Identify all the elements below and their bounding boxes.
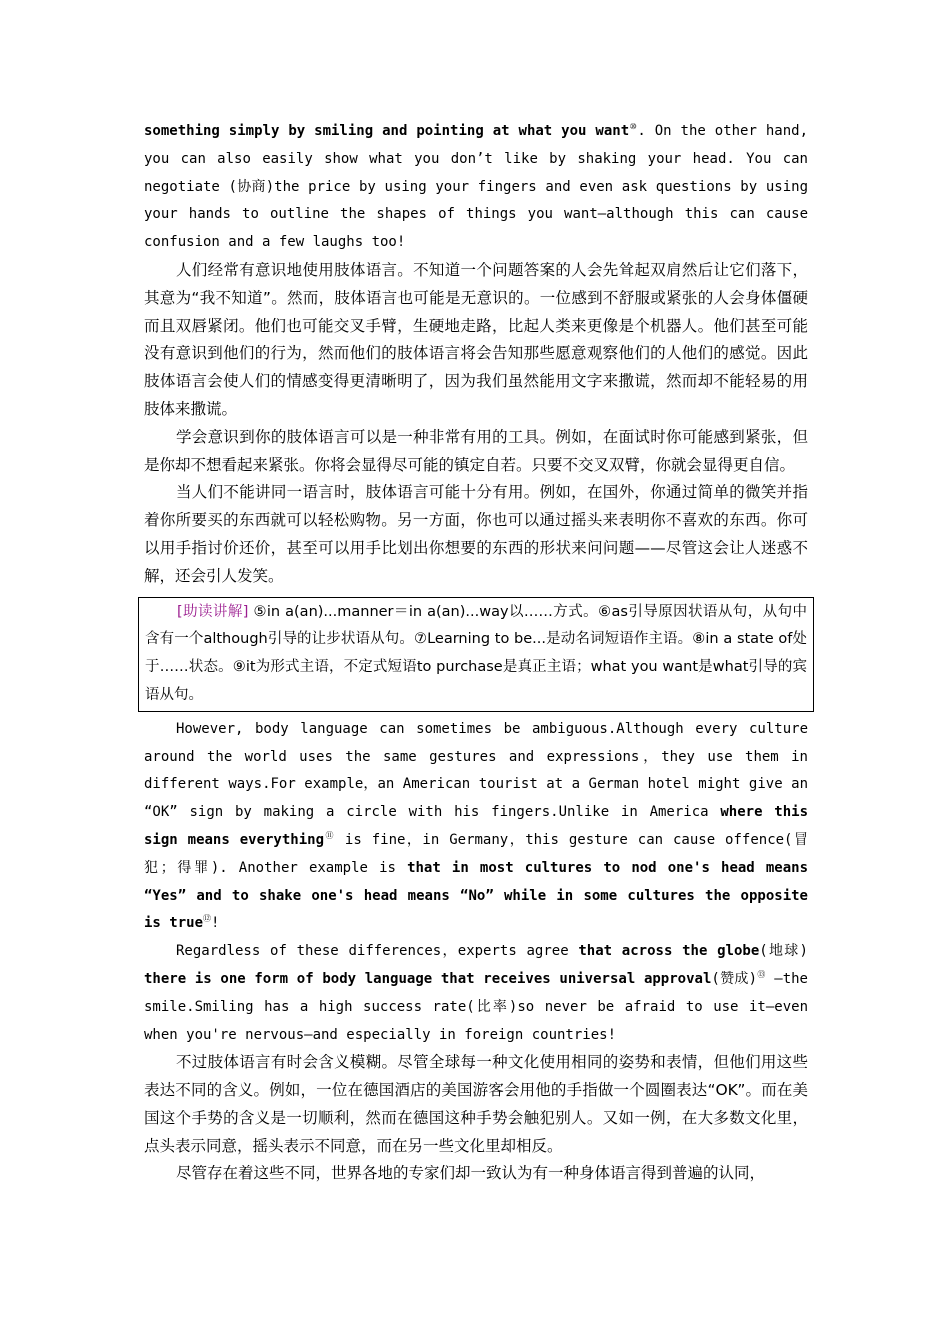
- document-page: [144, 118, 808, 1188]
- chinese-paragraph-5: 尽管存在着这些不同，世界各地的专家们却一致认为有一种身体语言得到普遍的认同，: [176, 1164, 766, 1183]
- chinese-paragraph-2: 学会意识到你的肢体语言可以是一种非常有用的工具。例如，在面试时你可能感到紧张，但是你却不想看起来紧张。你将会显得尽可能的镇定自若。只要不交叉双臂，你就会显得更自信。: [144, 427, 808, 474]
- english-paragraph-3: [144, 938, 808, 1049]
- reading-notes-text: [145, 599, 807, 710]
- body-text: (赞成): [711, 970, 758, 987]
- chinese-paragraph-3: 当人们不能讲同一语言时，肢体语言可能十分有用。例如，在国外，你通过简单的微笑并指着你所要买的东西就可以轻松购物。另一方面，你也可以通过摇头来表明你不喜欢的东西。你可以用手指讨价还价，甚至可以用手比划出你想要的东西的形状来问问题——尽管这会让人迷惑不解，还会引人发笑。: [144, 483, 808, 585]
- footnote-marker: ⑫: [203, 914, 212, 924]
- highlighted-phrase: that in most cultures to nod one's head means “Yes” and to shake one's head means “No” while in some cultures the opposite is true: [144, 859, 809, 932]
- body-text: (地球): [759, 943, 808, 960]
- body-text: Regardless of these differences，experts agree: [176, 943, 579, 960]
- highlighted-phrase: that across the globe: [578, 943, 760, 960]
- highlighted-phrase: there is one form of body language that receives universal approval: [144, 970, 712, 987]
- chinese-paragraph-4: 不过肢体语言有时会含义模糊。尽管全球每一种文化使用相同的姿势和表情，但他们用这些表达不同的含义。例如，一位在德国酒店的美国游客会用他的手指做一个圆圈表达“OK”。而在美国这个手势的含义是一切顺利，然而在德国这种手势会触犯别人。又如一例，在大多数文化里，点头表示同意，摇头表示不同意，而在另一些文化里却相反。: [144, 1053, 808, 1155]
- body-text: is fine，in Germany，this gesture can cause offence(冒犯；得罪). Another example is: [144, 831, 808, 876]
- english-paragraph-2: [144, 716, 808, 938]
- reading-notes-body: ⑤in a(an)...manner＝in a(an)...way以……方式。⑥as引导原因状语从句，从句中含有一个although引导的让步状语从句。⑦Learning to be...是动名词短语作主语。⑧in a state of处于……状态。⑨it为形式主语，不定式短语to purchase是真正主语；what you want是what引导的宾语从句。: [145, 603, 808, 703]
- footnote-marker: ⑬: [757, 969, 766, 979]
- footnote-marker: ⑩: [629, 122, 638, 131]
- highlighted-phrase: something simply by smiling and pointing at what you want: [144, 123, 630, 139]
- highlighted-phrase: where this sign means everything: [144, 804, 809, 848]
- body-text: !: [211, 915, 220, 932]
- reading-notes-tag: [助读讲解]: [177, 603, 249, 620]
- chinese-paragraph-1: 人们经常有意识地使用肢体语言。不知道一个问题答案的人会先耸起双肩然后让它们落下，其意为“我不知道”。然而，肢体语言也可能是无意识的。一位感到不舒服或紧张的人会身体僵硬而且双唇紧闭。他们也可能交叉手臂，生硬地走路，比起人类来更像是个机器人。他们甚至可能没有意识到他们的行为，然而他们的肢体语言将会告知那些愿意观察他们的人他们的感觉。因此肢体语言会使人们的情感变得更清晰明了，因为我们虽然能用文字来撒谎，然而却不能轻易的用肢体来撒谎。: [144, 260, 808, 418]
- english-paragraph-1: [144, 118, 808, 257]
- body-text: —the smile.Smiling has a high success rate(比率)so never be afraid to use it—even when you're nervous—and especially in foreign countries!: [144, 970, 808, 1043]
- footnote-marker: ⑪: [324, 830, 335, 840]
- body-text: . On the other hand, you can also easily show what you don’t like by shaking your head. You can negotiate (协商)the price by using your fingers and even ask questions by using your hands to outline the shapes of things you want—although this can cause confusion and a few laughs too!: [144, 123, 809, 251]
- body-text: However, body language can sometimes be ambiguous.Although every culture around the world uses the same gestures and expressions，they use them in different ways.For example，an American tourist at a German hotel might give an “OK” sign by making a circle with his fingers.Unlike in America: [144, 720, 808, 821]
- reading-notes-box: [138, 597, 814, 712]
